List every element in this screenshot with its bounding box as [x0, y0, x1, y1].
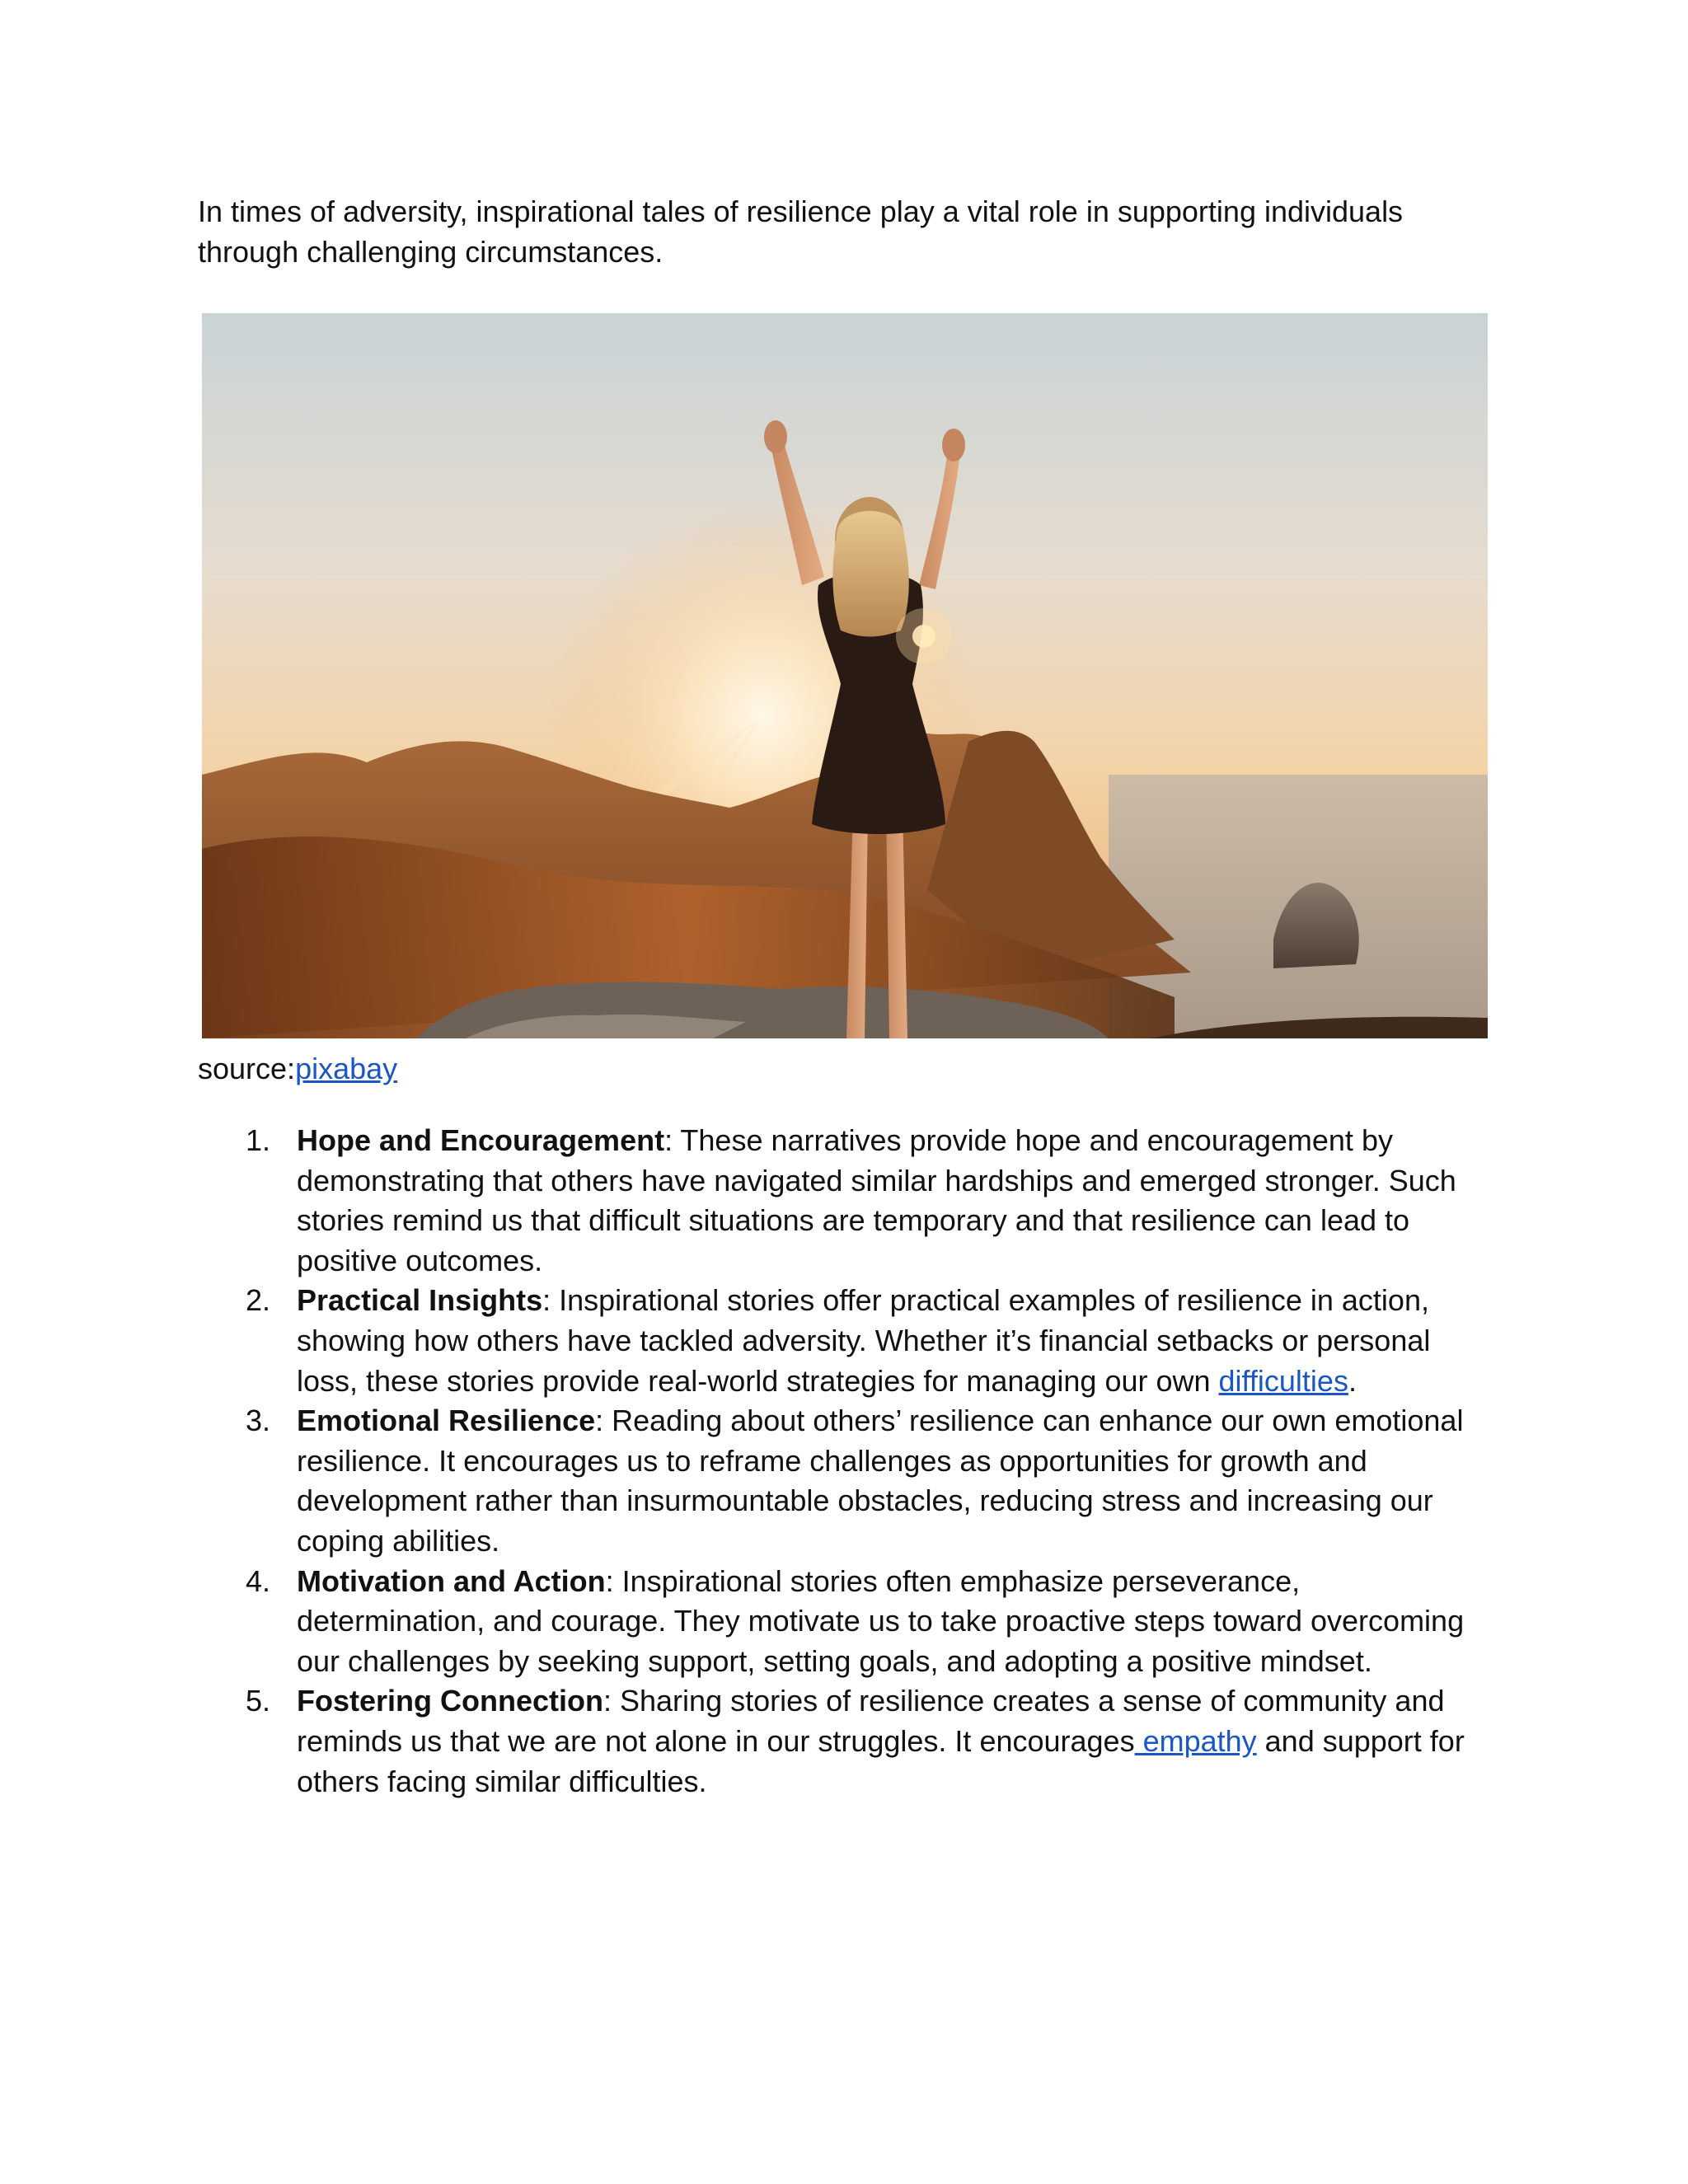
source-pixabay-link[interactable]: pixabay: [295, 1052, 398, 1085]
list-item-text: : Inspirational stories often emphasize perseverance, determination, and courage. They motivate us to take proactive steps toward overcoming our challenges by seeking support, setting goals, and adopting a positive mindset.: [297, 1563, 1465, 1678]
list-item: [198, 1281, 1492, 1401]
list-item-text: : Reading about others’ resilience can enhance our own emotional resilience. It encourages us to reframe challenges as opportunities for growth and development rather than insurmountable obstacles, reducing stress and increasing our coping abilities.: [297, 1404, 1464, 1558]
list-number: 4.: [246, 1563, 271, 1598]
list-item-title: Emotional Resilience: [297, 1404, 596, 1438]
list-item-title: Hope and Encouragement: [297, 1123, 665, 1157]
list-item-text: : These narratives provide hope and encouragement by demonstrating that others have navigated similar hardships and emerged stronger. Such stories remind us that difficult situations are temporary and that resilience can lead to positive outcomes.: [297, 1123, 1456, 1277]
list-number: 2.: [246, 1283, 271, 1318]
woman-arms-raised-sunset-photo-icon: [202, 313, 1488, 1038]
list-item: [198, 1401, 1492, 1561]
image-source-line: [198, 1048, 397, 1089]
intro-paragraph: In times of adversity, inspirational tales of resilience play a vital role in supporting individuals through challenging circumstances.: [198, 194, 1404, 269]
source-label: source:: [198, 1052, 296, 1085]
list-item: [198, 1562, 1492, 1682]
list-number: 5.: [246, 1684, 271, 1718]
list-item-title: Fostering Connection: [297, 1684, 603, 1718]
difficulties-link[interactable]: difficulties: [1218, 1363, 1348, 1398]
list-number: 1.: [246, 1123, 271, 1157]
list-item-title: Motivation and Action: [297, 1563, 606, 1598]
list-item-title: Practical Insights: [297, 1283, 543, 1318]
list-item-text-after: .: [1348, 1363, 1357, 1398]
list-item-text: : Sharing stories of resilience creates a sense of community and reminds us that we are not alone in our struggles. It encourages: [297, 1684, 1445, 1758]
list-item: [198, 1681, 1492, 1802]
list-item: [198, 1121, 1492, 1281]
list-item-text-after: and support for others facing similar difficulties.: [297, 1723, 1465, 1798]
list-item-text: : Inspirational stories offer practical examples of resilience in action, showing how others have tackled adversity. Whether it’s financial setbacks or personal loss, these stories provide real-world strategies for managing our own: [297, 1283, 1431, 1398]
hero-image: [202, 313, 1488, 1038]
list-number: 3.: [246, 1404, 271, 1438]
benefits-list: [198, 1121, 1492, 1802]
empathy-link[interactable]: empathy: [1134, 1723, 1257, 1758]
